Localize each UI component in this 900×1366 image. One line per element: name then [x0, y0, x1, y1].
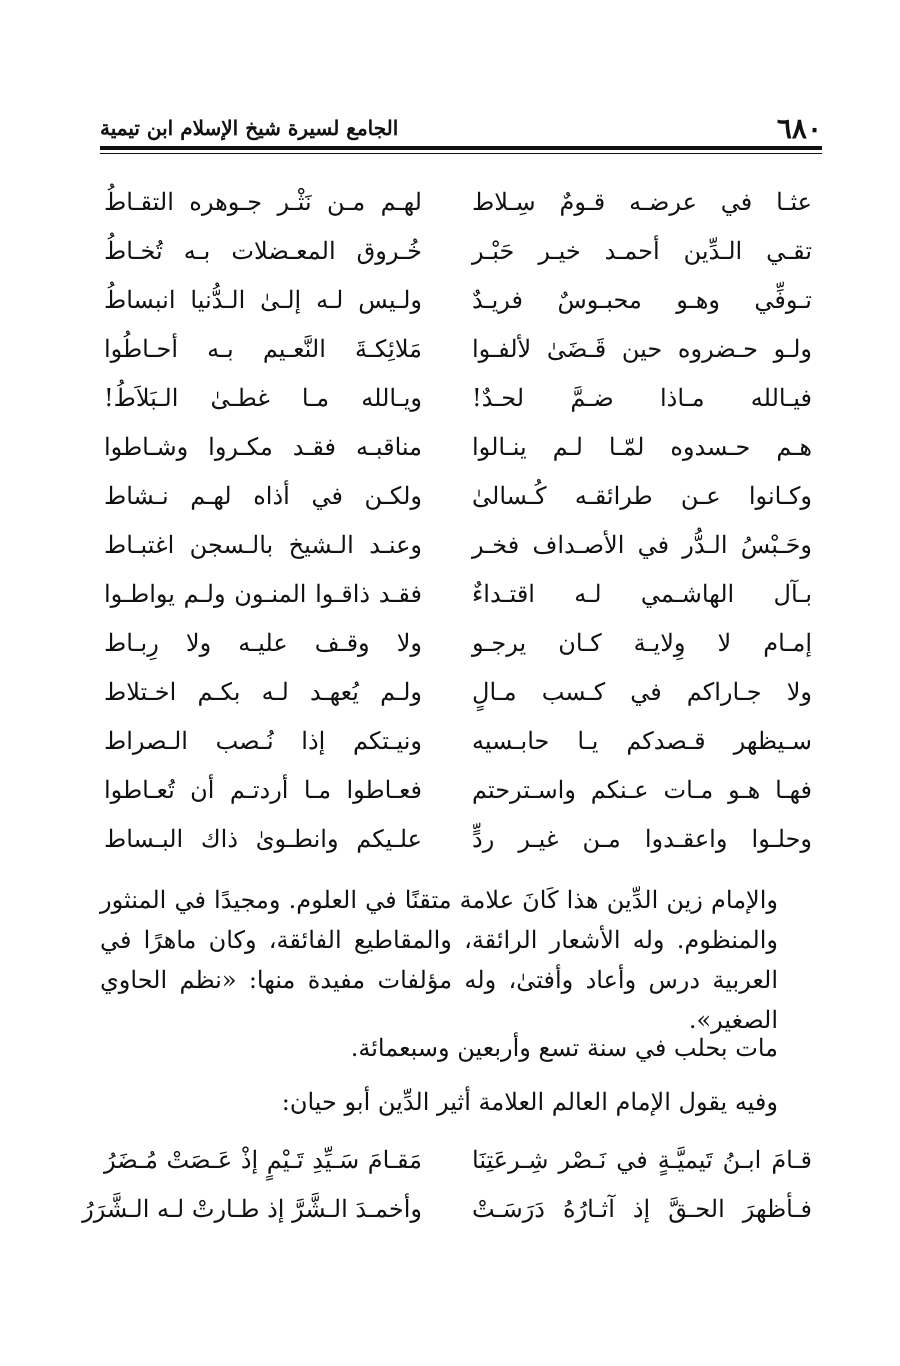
hemistich-left: مَقـامَ سَـيِّدِ تَـيْمٍ إذْ عَـصَتْ مُـضَرُ: [104, 1146, 422, 1174]
hemistich-left: لهـم مـن نَثْـر جـوهره التقـاطُ: [104, 188, 422, 216]
verse: [100, 819, 822, 868]
hemistich-right: وكـانوا عـن طرائقـه كُـسالىٰ: [472, 482, 812, 510]
verse: [100, 329, 822, 378]
hemistich-left: مناقبـه فقـد مكـروا وشـاطوا: [104, 433, 422, 461]
hemistich-right: تقـي الـدِّين أحمـد خيـر حَبْـر: [472, 237, 812, 265]
hemistich-right: وحَـبْسُ الـدُّر في الأصـداف فخـر: [472, 531, 812, 559]
paragraph-text: مات بحلب في سنة تسع وأربعين وسبعمائة.: [350, 1034, 778, 1062]
hemistich-left: فقـد ذاقـوا المنـون ولـم يواطـوا: [104, 580, 422, 608]
poem-block-1: [100, 182, 822, 868]
hemistich-left: وعنـد الـشيخ بالـسجن اغتبـاط: [104, 531, 422, 559]
hemistich-right: هـم حـسدوه لمّـا لـم ينـالوا: [472, 433, 812, 461]
hemistich-right: وحلـوا واعقـدوا مـن غيـر ردٍّ: [472, 825, 812, 853]
verse: [100, 182, 822, 231]
verse: [100, 427, 822, 476]
hemistich-left: وأخمـدَ الـشَّرَّ إذ طـارتْ لـه الـشَّرَرُ: [82, 1195, 422, 1223]
prose-paragraph: [100, 1028, 822, 1068]
hemistich-left: ولـم يُعهـد لـه بكـم اخـتلاط: [104, 678, 422, 706]
hemistich-right: تـوفِّي وهـو محبـوسٌ فريـدٌ: [472, 286, 812, 314]
hemistich-right: فـأظهرَ الحـقَّ إذ آثـارُهُ دَرَسَـتْ: [472, 1195, 812, 1223]
hemistich-left: ولا وقـف عليـه ولا رِبـاط: [104, 629, 422, 657]
hemistich-right: إمـام لا وِلايـة كـان يرجـو: [472, 629, 812, 657]
running-title: الجامع لسيرة شيخ الإسلام ابن تيمية: [100, 116, 399, 140]
verse: [100, 476, 822, 525]
header-rule-thin: [100, 153, 822, 154]
verse: [100, 672, 822, 721]
header-rule-thick: [100, 146, 822, 150]
hemistich-left: ولـيس لـه إلـىٰ الـدُّنيا انبساطُ: [104, 286, 422, 314]
hemistich-left: خُـروق المعـضلات بـه تُخـاطُ: [104, 237, 422, 265]
hemistich-right: ولا جـاراكم في كـسب مـالٍ: [472, 678, 812, 706]
hemistich-right: بـآل الهاشـمي لـه اقتـداءٌ: [472, 580, 812, 608]
hemistich-right: قـامَ ابـنُ تَيميَّـةٍ في نَـصْر شِـرعَتِنَا: [472, 1146, 812, 1174]
hemistich-right: عثـا في عرضـه قـومٌ سِـلاط: [472, 188, 812, 216]
page-number: ٦٨٠: [776, 112, 822, 145]
verse: [100, 623, 822, 672]
verse: [100, 1140, 822, 1189]
verse: [100, 721, 822, 770]
hemistich-right: ولـو حـضروه حين قَـضَىٰ لألفـوا: [472, 335, 812, 363]
paragraph-text: وفيه يقول الإمام العالم العلامة أثير الدِّين أبو حيان:: [281, 1088, 778, 1116]
hemistich-left: مَلائِكـةَ النَّعـيم بـه أحـاطُوا: [104, 335, 422, 363]
poem-block-2: [82, 1140, 822, 1238]
hemistich-left: ويـالله مـا غطـىٰ الـبَلاَطُ!: [104, 384, 422, 412]
verse: [100, 378, 822, 427]
hemistich-left: فعـاطوا مـا أردتـم أن تُعـاطوا: [104, 776, 422, 804]
prose-paragraph: [100, 880, 822, 1040]
hemistich-right: فهـا هـو مـات عـنكم واسـترحتم: [472, 776, 812, 804]
hemistich-right: سـيظهر قـصدكم يـا حابـسيه: [472, 727, 812, 755]
paragraph-text: والإمام زين الدِّين هذا كَانَ علامة متقنًا في العلوم. ومجيدًا في المنثور والمنظوم. وله الأشعار الرائقة، والمقاطيع الفائقة، وكان ماهرًا في العربية درس وأعاد وأفتىٰ، وله مؤلفات مفيدة منها: «نظم الحاوي الصغير».: [100, 886, 778, 1034]
verse: [100, 574, 822, 623]
hemistich-right: فيـالله مـاذا ضـمَّ لحـدٌ!: [472, 384, 812, 412]
prose-paragraph: [100, 1082, 822, 1122]
hemistich-left: ونيـتكم إذا نُـصب الـصراط: [104, 727, 422, 755]
verse: [82, 1189, 822, 1238]
verse: [100, 770, 822, 819]
hemistich-left: علـيكم وانطـوىٰ ذاك البـساط: [104, 825, 422, 853]
verse: [100, 525, 822, 574]
hemistich-left: ولكـن في أذاه لهـم نـشاط: [104, 482, 422, 510]
verse: [100, 280, 822, 329]
verse: [100, 231, 822, 280]
